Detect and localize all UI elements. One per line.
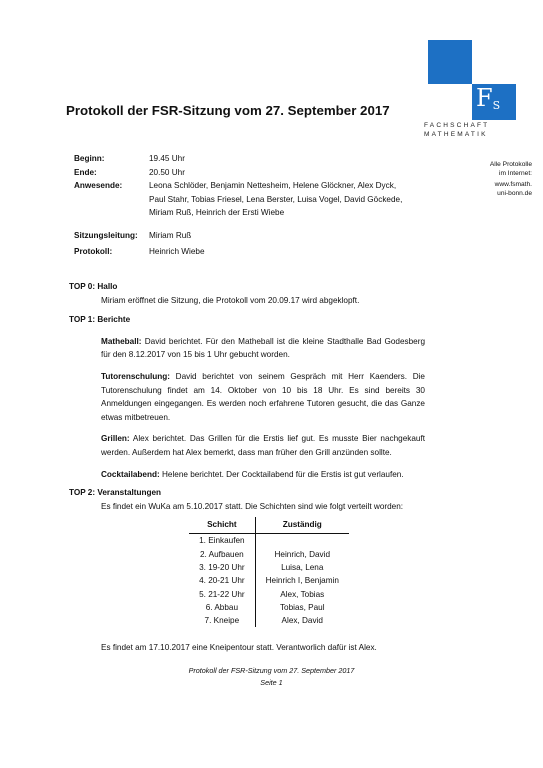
fachschaft-logo [428, 40, 543, 120]
report-grillen: Grillen: Alex berichtet. Das Grillen für die Erstis lief gut. Es musste Bier nachgekauft werden. Außerdem hat Alex bemerkt, dass man früher den Grill anzünden sollte. [101, 434, 426, 457]
meeting-meta [74, 152, 409, 259]
footer-title: Protokoll der FSR-Sitzung vom 27. September 2017 [188, 666, 355, 675]
logo-text: FACHSCHAFT MATHEMATIK [424, 122, 490, 138]
aside-note: Alle Protokolle im Internet: www.fsmath. uni-bonn.de [489, 161, 532, 197]
meta-row-ende: Ende: 20.50 Uhr [74, 167, 185, 177]
page-title: Protokoll der FSR-Sitzung vom 27. September 2017 [66, 103, 390, 118]
table-header-row [189, 517, 349, 534]
table-row: 6. Abbau Tobias, Paul [189, 601, 349, 614]
top2-outro: Es findet am 17.10.2017 eine Kneipentour statt. Verantworlich dafür ist Alex. [101, 643, 377, 653]
meta-row-protokoll: Protokoll: Heinrich Wiebe [74, 247, 205, 256]
table-row: 5. 21-22 Uhr Alex, Tobias [189, 588, 349, 601]
meta-row-beginn: Beginn: 19.45 Uhr [74, 154, 185, 163]
table-row: 2. Aufbauen Heinrich, David [189, 548, 349, 561]
table-row: 1. Einkaufen [189, 534, 349, 548]
top0-text: Miriam eröffnet die Sitzung, die Protokoll vom 20.09.17 wird abgeklopft. [101, 295, 360, 305]
logo-square-top [428, 40, 472, 84]
meta-row-sitzungsleitung: Sitzungsleitung: Miriam Ruß [74, 230, 192, 240]
top2-intro: Es findet ein WuKa am 5.10.2017 statt. Die Schichten sind wie folgt verteilt worden: [101, 501, 404, 511]
top2-heading: TOP 2: Veranstaltungen [69, 488, 162, 498]
report-matheball: Matheball: David berichtet. Für den Matheball ist die kleine Stadthalle Bad Godesberg für den 8.12.2017 von 15 bis 1 Uhr gebucht worden. [101, 336, 425, 360]
page-footer [0, 665, 543, 689]
col-schicht: Schicht [189, 517, 255, 534]
table-row: 3. 19-20 Uhr Luisa, Lena [189, 561, 349, 574]
table-row: 7. Kneipe Alex, David [189, 614, 349, 627]
table-row: 4. 20-21 Uhr Heinrich I, Benjamin [189, 574, 349, 587]
top1-heading: TOP 1: Berichte [69, 315, 131, 325]
report-tutorenschulung: Tutorenschulung: David berichtet von seinem Gespräch mit Herr Kaenders. Die Tutorenschulung findet am 14. Oktober von 10 bis 18 Uhr. Es sind bereits 30 Anmeldungen eingegangen. Es werden noch erfahrene Tutoren gesucht, die das Ganze etwas mitbetreuen. [101, 371, 425, 422]
col-zustaendig: Zuständig [255, 517, 349, 534]
document-body [69, 280, 425, 655]
top0-heading: TOP 0: Hallo [69, 282, 118, 291]
footer-page-number: Seite 1 [260, 678, 283, 687]
shift-table-wrap [113, 517, 425, 627]
meta-row-anwesende: Anwesende: Leona Schlöder, Benjamin Nettesheim, Helene Glöckner, Alex Dyck, Paul Stahr, Tobias Friesel, Lena Berster, Luisa Vogel, David Göckede, Miriam Ruß, Heinrich der Ersti Wiebe [74, 181, 403, 217]
logo-fs-mark: $F_S$ [476, 84, 501, 112]
shift-table [189, 517, 349, 627]
report-cocktailabend: Cocktailabend: Helene berichtet. Der Cocktailabend für die Erstis ist gut verlaufen. [101, 469, 404, 479]
